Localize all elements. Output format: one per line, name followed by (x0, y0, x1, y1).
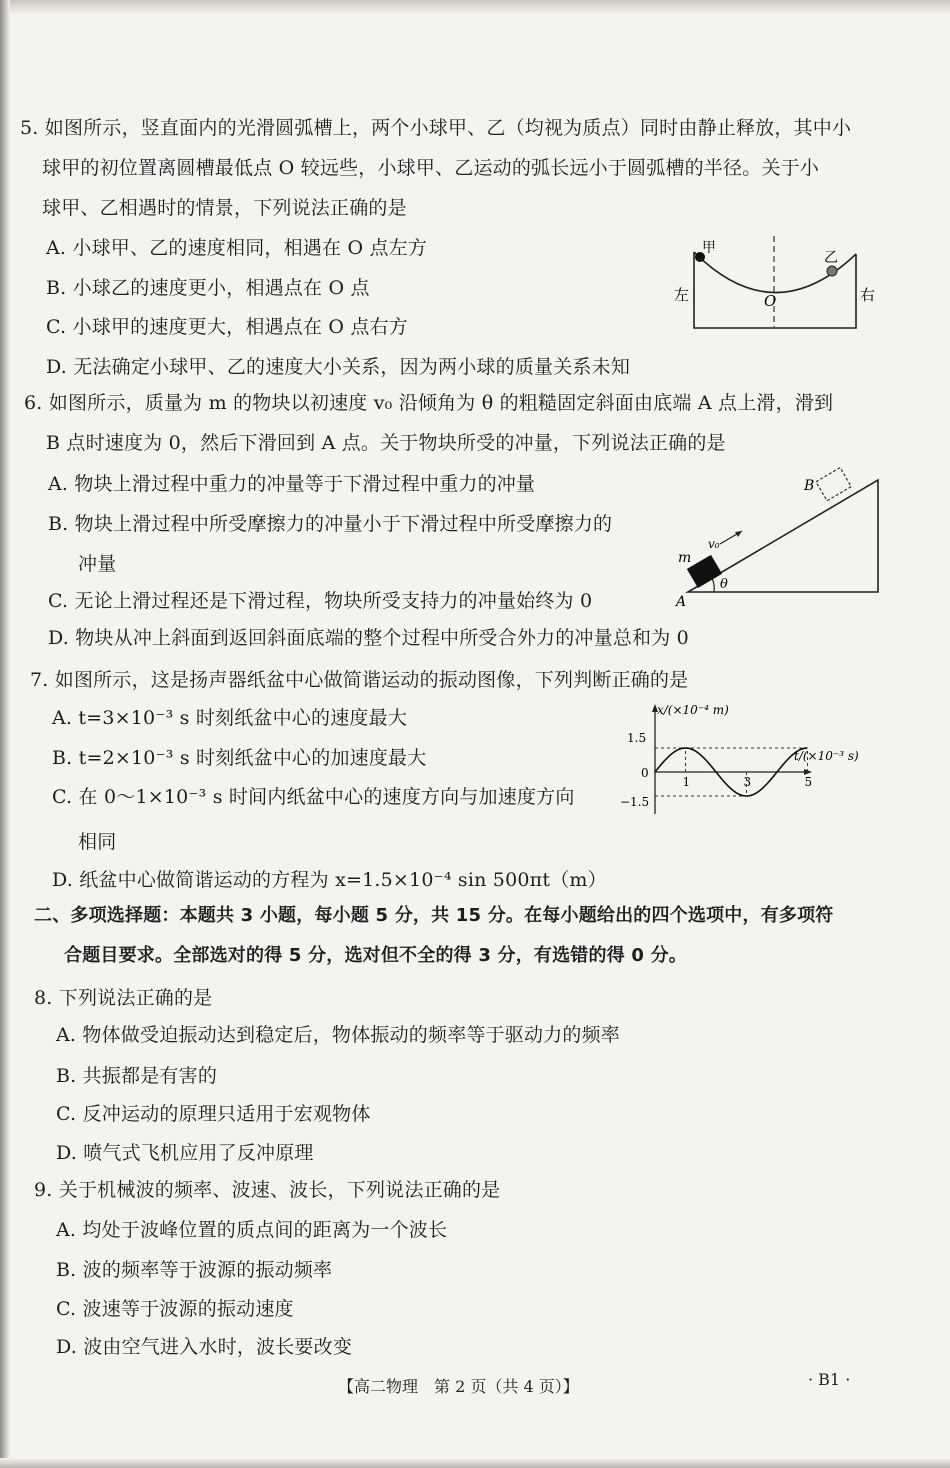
q8-option-d: D. 喷气式飞机应用了反冲原理 (56, 1142, 314, 1164)
page-edge-top (0, 0, 950, 14)
footer-page-info: 【高二物理 第 2 页（共 4 页）】 (338, 1377, 579, 1396)
q8-option-a: A. 物体做受迫振动达到稳定后，物体振动的频率等于驱动力的频率 (56, 1024, 621, 1046)
q5-option-c: C. 小球甲的速度更大，相遇点在 O 点右方 (46, 316, 408, 338)
q7-option-b: B. t=2×10⁻³ s 时刻纸盆中心的加速度最大 (52, 747, 427, 769)
q6-option-b: B. 物块上滑过程中所受摩擦力的冲量小于下滑过程中所受摩擦力的 (48, 513, 613, 535)
block-at-b (816, 468, 851, 501)
q5-option-d: D. 无法确定小球甲、乙的速度大小关系，因为两小球的质量关系未知 (46, 356, 631, 378)
right-label: 右 (860, 286, 876, 304)
q5-arc-trough-figure (672, 232, 882, 332)
q7-vibration-graph (612, 700, 874, 820)
ball-b (827, 266, 837, 276)
q5-stem-line-1: 5. 如图所示，竖直面内的光滑圆弧槽上，两个小球甲、乙（均视为质点）同时由静止释放，其中小 (20, 117, 852, 139)
q9-option-d: D. 波由空气进入水时，波长要改变 (56, 1336, 353, 1358)
q6-incline-figure (662, 466, 882, 612)
q5-stem-line-2: 球甲的初位置离圆槽最低点 O 较远些，小球甲、乙运动的弧长远小于圆弧槽的半径。关于小 (42, 157, 820, 179)
q5-option-b: B. 小球乙的速度更小，相遇点在 O 点 (46, 277, 370, 299)
origin-label: 0 (641, 766, 649, 780)
x-axis-label: t/(×10⁻³ s) (794, 749, 859, 763)
q5-option-a: A. 小球甲、乙的速度相同，相遇在 O 点左方 (46, 237, 428, 259)
q6-option-b-cont: 冲量 (78, 553, 117, 575)
x-tick-label-5: 5 (804, 775, 813, 789)
footer-code: · B1 · (808, 1370, 851, 1389)
x-tick-label-3: 3 (743, 775, 752, 789)
ball-a-label: 甲 (702, 240, 716, 256)
q6-option-a: A. 物块上滑过程中重力的冲量等于下滑过程中重力的冲量 (48, 473, 536, 495)
q7-option-d: D. 纸盆中心做简谐运动的方程为 x=1.5×10⁻⁴ sin 500πt（m） (52, 869, 607, 891)
ball-b-label: 乙 (824, 250, 838, 266)
q9-option-b: B. 波的频率等于波源的振动频率 (56, 1259, 333, 1281)
q8-option-b: B. 共振都是有害的 (56, 1065, 218, 1087)
label-b: B (804, 478, 815, 494)
q6-stem-line-1: 6. 如图所示，质量为 m 的物块以初速度 v₀ 沿倾角为 θ 的粗糙固定斜面由底端 A 点上滑，滑到 (24, 392, 834, 414)
q8-stem: 8. 下列说法正确的是 (34, 987, 213, 1009)
point-o-label: O (764, 292, 777, 310)
angle-arc (712, 578, 714, 592)
block-m (687, 555, 722, 588)
q7-option-c: C. 在 0～1×10⁻³ s 时间内纸盆中心的速度方向与加速度方向 (52, 786, 575, 808)
q7-option-c-cont: 相同 (78, 831, 117, 853)
y-tick-top: 1.5 (627, 731, 647, 745)
page-edge-left (0, 0, 10, 1468)
y-axis-label: x/(×10⁻⁴ m) (657, 703, 729, 717)
label-theta: θ (720, 577, 728, 592)
label-v0: v₀ (708, 537, 720, 551)
q8-option-c: C. 反冲运动的原理只适用于宏观物体 (56, 1103, 371, 1125)
q7-option-a: A. t=3×10⁻³ s 时刻纸盆中心的速度最大 (52, 707, 408, 729)
label-a: A (676, 594, 687, 610)
q7-stem: 7. 如图所示，这是扬声器纸盆中心做简谐运动的振动图像，下列判断正确的是 (30, 669, 689, 691)
q9-option-c: C. 波速等于波源的振动速度 (56, 1298, 294, 1320)
label-m: m (678, 550, 692, 566)
section-2-heading-line-2: 合题目要求。全部选对的得 5 分，选对但不全的得 3 分，有选错的得 0 分。 (64, 945, 687, 966)
page-edge-bottom (0, 1458, 950, 1468)
x-tick-label-1: 1 (682, 775, 691, 789)
left-label: 左 (674, 286, 690, 304)
section-2-heading-line-1: 二、多项选择题：本题共 3 小题，每小题 5 分，共 15 分。在每小题给出的四个选项中，有多项符 (34, 905, 834, 926)
q5-stem-line-3: 球甲、乙相遇时的情景，下列说法正确的是 (42, 197, 407, 219)
q9-stem: 9. 关于机械波的频率、波速、波长，下列说法正确的是 (34, 1179, 501, 1201)
q6-option-c: C. 无论上滑过程还是下滑过程，物块所受支持力的冲量始终为 0 (48, 590, 593, 612)
q6-stem-line-2: B 点时速度为 0，然后下滑回到 A 点。关于物块所受的冲量，下列说法正确的是 (46, 432, 726, 454)
q9-option-a: A. 均处于波峰位置的质点间的距离为一个波长 (56, 1219, 448, 1241)
y-tick-bottom: −1.5 (620, 795, 650, 809)
q6-option-d: D. 物块从冲上斜面到返回斜面底端的整个过程中所受合外力的冲量总和为 0 (48, 627, 689, 649)
